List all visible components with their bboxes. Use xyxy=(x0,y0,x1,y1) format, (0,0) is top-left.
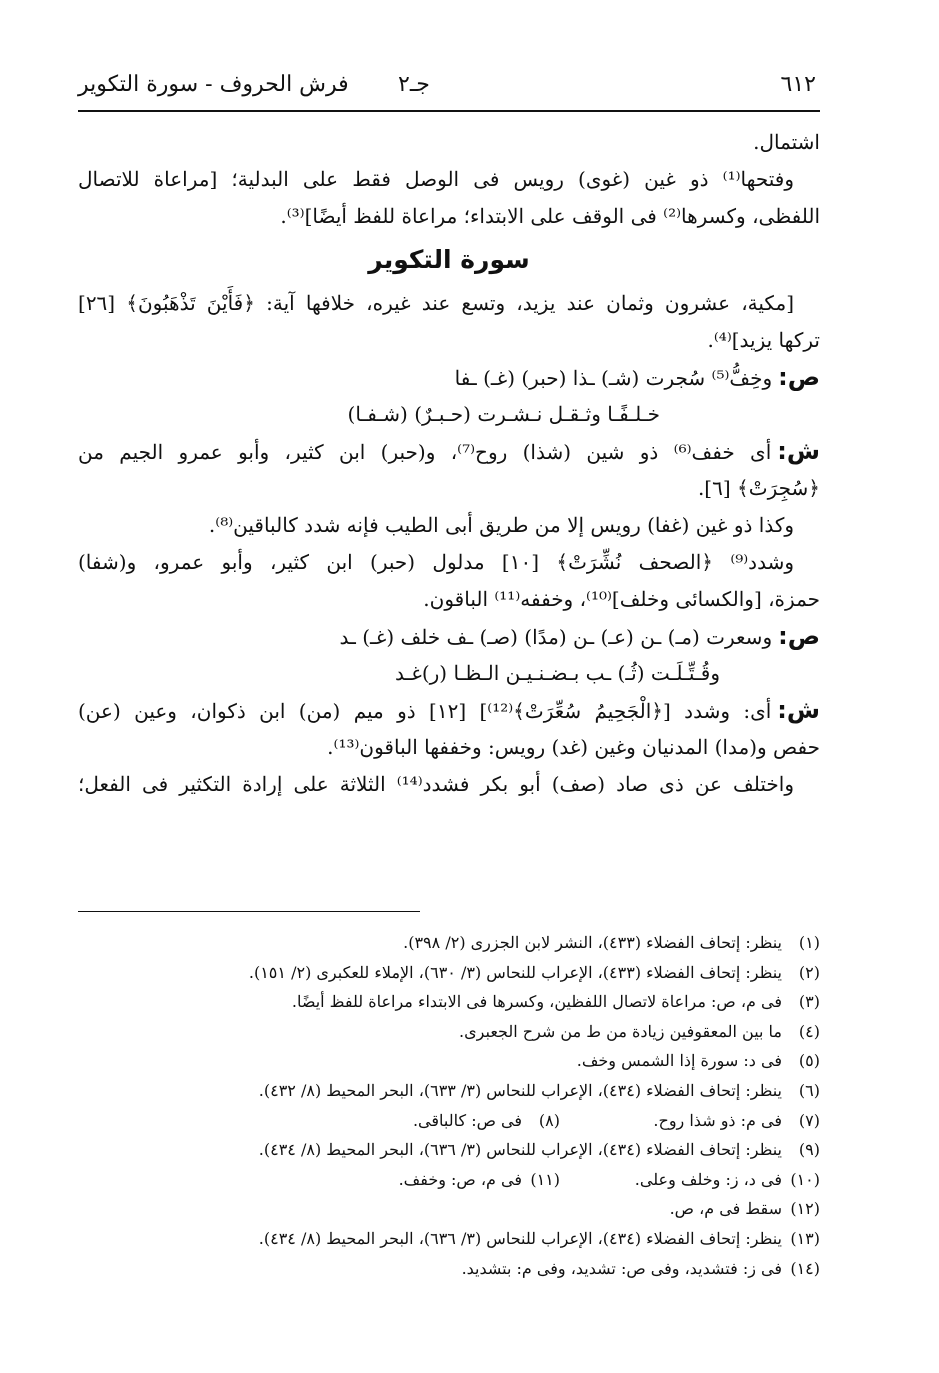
footnote: (٦)ينظر: إتحاف الفضلاء (٤٣٤)، الإعراب للنحاس (٣/ ٦٣٣)، البحر المحيط (٨/ ٤٣٢). xyxy=(258,1080,820,1100)
sad-label: ص: xyxy=(778,622,820,650)
commentary-line xyxy=(78,692,820,729)
verse-text: وخِفُّ⁽⁵⁾ سُجرت (شـ) ـذا (حبر) (غـ) ـفا xyxy=(454,366,773,390)
header-rule xyxy=(78,110,820,112)
sad-label: ص: xyxy=(778,363,820,391)
text-line: حفص و(مدا) المدنيان وغين (غد) رويس: وخففها الباقون⁽¹³⁾. xyxy=(327,735,820,759)
footnote: (٢)ينظر: إتحاف الفضلاء (٤٣٣)، الإعراب للنحاس (٣/ ٦٣٠)، الإملاء للعكبرى (٢/ ١٥١). xyxy=(248,962,820,982)
text-line: واختلف عن ذى صاد (صف) أبو بكر فشدد⁽¹⁴⁾ الثلاثة على إرادة التكثير فى الفعل؛ xyxy=(78,772,794,796)
verse-line: خـلـفًـا وثـقـل نـشـرت (حـبـرٌ) (شـفـا) xyxy=(347,402,660,426)
book-page xyxy=(78,0,820,1373)
footnote-separator xyxy=(78,911,420,912)
footnote-inline: (١١)فى م، ص: وخفف. xyxy=(398,1169,560,1189)
main-text xyxy=(78,124,820,803)
running-header xyxy=(78,64,820,110)
footnote: (١٠)فى د، ز: وخلف وعلى. (١١)فى م، ص: وخفف. xyxy=(78,1165,820,1195)
verse-line: وقُـتِّـلَـت (ثُـ) ـب بـضـنـيـن الـظـا (ر)غـد xyxy=(395,661,720,685)
shin-label: ش: xyxy=(777,437,820,465)
text-line: تركها يزيد]⁽⁴⁾. xyxy=(707,328,820,352)
footnote: (١٤)فى ز: فتشديد، وفى ص: تشديد، وفى م: بتشديد. xyxy=(461,1258,820,1278)
verse-line xyxy=(78,618,820,655)
footnote: (٩)ينظر: إتحاف الفضلاء (٤٣٤)، الإعراب للنحاس (٣/ ٦٣٦)، البحر المحيط (٨/ ٤٣٤). xyxy=(258,1140,820,1160)
verse-line xyxy=(78,359,820,396)
text-line: وكذا ذو غين (غفا) رويس إلا من طريق أبى الطيب فإنه شدد كالباقين⁽⁸⁾. xyxy=(208,513,794,537)
commentary-line xyxy=(78,433,820,470)
text-line: وفتحها⁽¹⁾ ذو غين (غوى) رويس فى الوصل فقط على البدلية؛ [مراعاة للاتصال xyxy=(78,167,794,191)
footnote: (٧)فى م: ذو شذا روح. (٨)فى ص: كالباقى. xyxy=(78,1106,820,1136)
text-line: حمزة، [والكسائى وخلف]⁽¹⁰⁾، وخففه⁽¹¹⁾ الباقون. xyxy=(423,587,820,611)
footnotes xyxy=(78,928,820,1283)
volume-label: جـ٢ xyxy=(398,72,430,97)
page-number: ٦١٢ xyxy=(780,72,816,97)
shin-label: ش: xyxy=(777,696,820,724)
footnote: (١)ينظر: إتحاف الفضلاء (٤٣٣)، النشر لابن الجزرى (٢/ ٣٩٨). xyxy=(403,933,820,952)
text-line: اللفظى، وكسرها⁽²⁾ فى الوقف على الابتداء؛ مراعاة للفظ أيضًا]⁽³⁾. xyxy=(280,204,820,228)
footnote: (١٣)ينظر: إتحاف الفضلاء (٤٣٤)، الإعراب للنحاس (٣/ ٦٣٦)، البحر المحيط (٨/ ٤٣٤). xyxy=(258,1228,820,1248)
footnote: (٥)فى د: سورة إذا الشمس وخف. xyxy=(576,1051,820,1071)
text-line: اشتمال. xyxy=(753,130,820,154)
footnote-inline: (٨)فى ص: كالباقى. xyxy=(412,1110,560,1130)
text-line: [مكية، عشرون وثمان عند يزيد، وتسع عند غيره، خلافها آية: ﴿فَأَيْنَ تَذْهَبُونَ﴾ [٢٦] xyxy=(78,291,794,315)
running-title: فرش الحروف - سورة التكوير xyxy=(78,72,349,97)
footnote: (٣)فى م، ص: مراعاة لاتصال اللفظين، وكسرها فى الابتداء مراعاة للفظ أيضًا. xyxy=(291,992,820,1012)
commentary-text: أى خفف⁽⁶⁾ ذو شين (شذا) روح⁽⁷⁾، و(حبر) ابن كثير، وأبو عمرو الجيم من xyxy=(78,440,772,464)
surah-title: سورة التكوير xyxy=(368,245,530,274)
text-line: وشدد⁽⁹⁾ ﴿الصحف نُشِّرَتْ﴾ [١٠] مدلول (حبر) ابن كثير، وأبو عمرو، و(شفا) xyxy=(78,550,794,574)
footnote: (١٢)سقط فى م، ص. xyxy=(669,1199,820,1219)
footnote: (٤)ما بين المعقوفين زيادة من ط من شرح الجعبرى. xyxy=(459,1021,820,1041)
text-line: ﴿سُجِرَتْ﴾ [٦]. xyxy=(697,476,820,500)
verse-text: وسعرت (مـ) ـن (عـ) ـن (مدًا) (صـ) ـف خلف (غـ) ـد xyxy=(339,625,773,649)
commentary-text: أى: وشدد [﴿الْجَحِيمُ سُعِّرَتْ﴾⁽¹²⁾] [١٢] ذو ميم (من) ابن ذكوان، وعين (عن) xyxy=(78,699,772,723)
